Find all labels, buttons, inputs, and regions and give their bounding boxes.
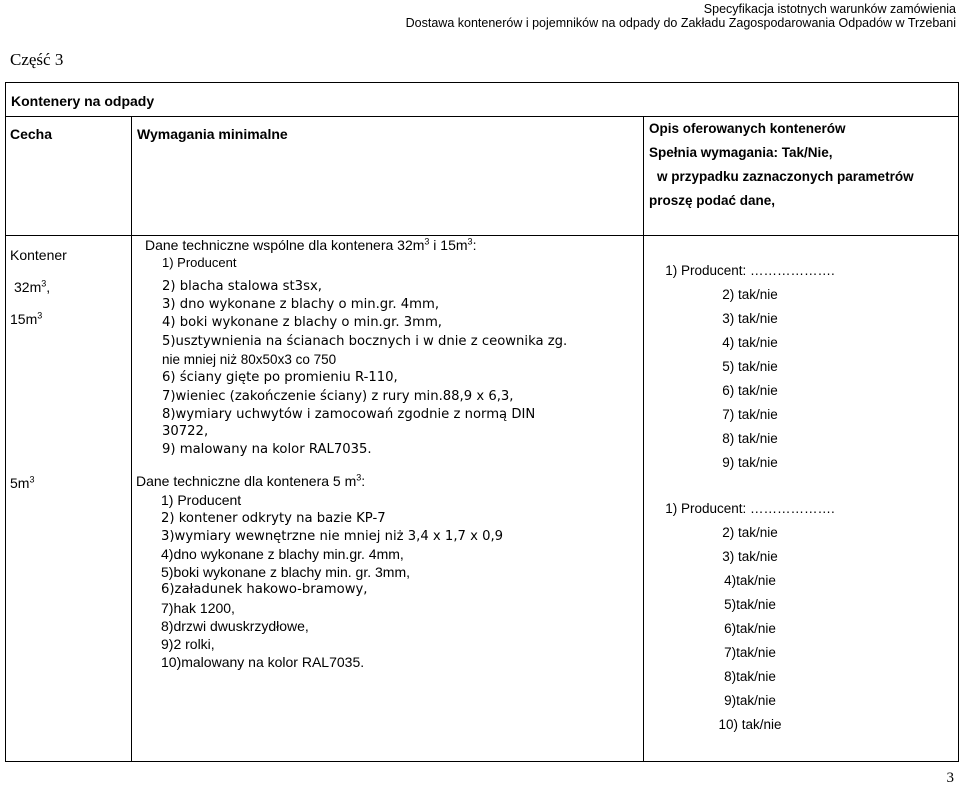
table-title: Kontenery na odpady: [11, 93, 155, 109]
col-divider-2: [643, 117, 644, 761]
header-line-2: Dostawa kontenerów i pojemników na odpady do Zakładu Zagospodarowania Odpadów w Trzebani: [405, 16, 956, 30]
req-item: nie mniej niż 80x50x3 co 750: [162, 352, 337, 367]
req-item: 8)drzwi dwuskrzydłowe,: [161, 618, 309, 634]
offer-item[interactable]: 6)tak/nie: [724, 621, 776, 636]
req-item: 3) dno wykonane z blachy o min.gr. 4mm,: [162, 297, 440, 312]
col-divider-1: [131, 117, 132, 761]
req-item: 5)usztywnienia na ścianach bocznych i w dnie z ceownika zg.: [162, 334, 568, 349]
offer-header-line: w przypadku zaznaczonych parametrów: [657, 169, 914, 184]
offer-item[interactable]: 9)tak/nie: [724, 693, 776, 708]
offer-item[interactable]: 8) tak/nie: [722, 431, 778, 446]
offer-item[interactable]: 3) tak/nie: [722, 549, 778, 564]
offer-item[interactable]: 2) tak/nie: [722, 525, 778, 540]
col-header-offer: [649, 117, 960, 213]
req-title-32-15: Dane techniczne wspólne dla kontenera $32m^3$ i $15m^3$:: [145, 236, 477, 253]
feature-kontener: Kontener: [10, 247, 67, 263]
offer-item[interactable]: 6) tak/nie: [722, 383, 778, 398]
offer-item[interactable]: 5) tak/nie: [722, 359, 778, 374]
offer-header-line: proszę podać dane,: [649, 193, 776, 208]
offer-item[interactable]: 3) tak/nie: [722, 311, 778, 326]
offer-item[interactable]: 7) tak/nie: [722, 407, 778, 422]
req-title-5: Dane techniczne dla kontenera 5 $m^3$:: [136, 472, 366, 489]
req-item: 7)wieniec (zakończenie ściany) z rury min.88,9 x 6,3,: [162, 389, 514, 404]
req-item: 6)załadunek hakowo-bramowy,: [161, 582, 368, 597]
req-item: 4) boki wykonane z blachy o min.gr. 3mm,: [162, 315, 442, 330]
req-item: 7)hak 1200,: [161, 600, 235, 616]
offer-item[interactable]: 7)tak/nie: [724, 645, 776, 660]
part-title: Część 3: [10, 50, 64, 69]
offer-item[interactable]: 1) Producent: ……………….: [665, 501, 835, 516]
req-item: 1) Producent: [161, 492, 242, 508]
req-item: 5)boki wykonane z blachy min. gr. 3mm,: [161, 564, 410, 580]
offer-item[interactable]: 4) tak/nie: [722, 335, 778, 350]
req-item: 8)wymiary uchwytów i zamocowań zgodnie z normą DIN: [162, 407, 536, 422]
req-item: 9) malowany na kolor RAL7035.: [162, 442, 372, 457]
offer-item[interactable]: 1) Producent: ……………….: [665, 263, 835, 278]
req-item: 10)malowany na kolor RAL7035.: [161, 654, 365, 670]
offer-item[interactable]: 9) tak/nie: [722, 455, 778, 470]
feature-5m3: $5m^3$: [10, 474, 35, 491]
offer-item[interactable]: 10) tak/nie: [718, 717, 782, 732]
offer-item[interactable]: 4)tak/nie: [724, 573, 776, 588]
page-number: 3: [946, 770, 954, 786]
req-item: 9)2 rolki,: [161, 636, 215, 652]
req-item: 3)wymiary wewnętrzne nie mniej niż 3,4 x 1,7 x 0,9: [161, 529, 504, 544]
offer-item[interactable]: 2) tak/nie: [722, 287, 778, 302]
req-item: 30722,: [162, 424, 209, 439]
offer-header-line: Opis oferowanych kontenerów: [649, 121, 846, 136]
offer-header-line: Spełnia wymagania: Tak/Nie,: [649, 145, 833, 160]
req-item: 2) blacha stalowa st3sx,: [162, 279, 322, 294]
header-divider: [6, 235, 958, 236]
feature-15m3: $15m^3$: [10, 310, 43, 327]
offer-item[interactable]: 8)tak/nie: [724, 669, 776, 684]
offer-item[interactable]: 5)tak/nie: [724, 597, 776, 612]
req-item: 4)dno wykonane z blachy min.gr. 4mm,: [161, 546, 404, 562]
req-item: 6) ściany gięte po promieniu R-110,: [162, 370, 398, 385]
table-title-row: [5, 82, 959, 117]
col-header-cecha: Cecha: [10, 126, 53, 142]
spec-table: [5, 116, 959, 762]
feature-32m3: $32m^3$,: [14, 278, 51, 295]
req-item: 2) kontener odkryty na bazie KP-7: [161, 511, 386, 526]
req-item: 1) Producent: [162, 255, 237, 270]
document-header: [406, 2, 956, 30]
header-line-1: Specyfikacja istotnych warunków zamówienia: [703, 2, 956, 16]
col-header-requirements: Wymagania minimalne: [137, 126, 288, 142]
